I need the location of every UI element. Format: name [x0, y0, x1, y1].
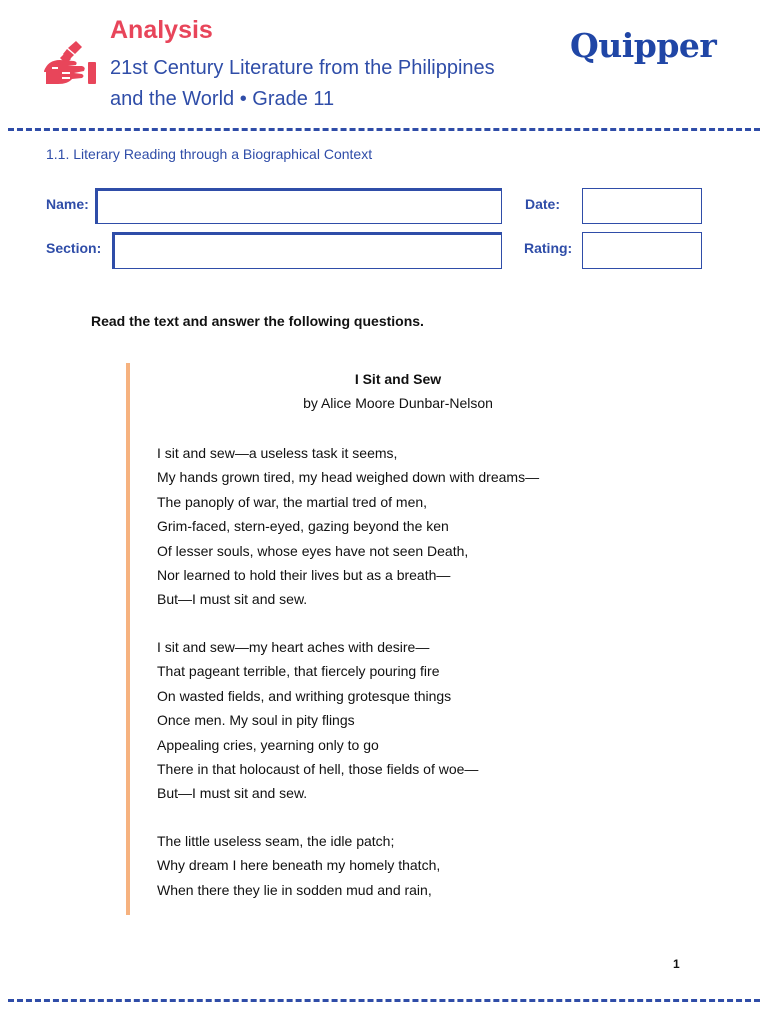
- date-field[interactable]: [582, 188, 702, 224]
- course-subtitle: [110, 53, 550, 115]
- header-divider: [8, 128, 760, 131]
- poem-title: I Sit and Sew: [354, 371, 442, 387]
- poem-line: When there they lie in sodden mud and rain,: [157, 881, 432, 898]
- course-subtitle-line-1: 21st Century Literature from the Philippines: [110, 57, 495, 79]
- quote-accent-bar: [126, 363, 130, 915]
- poem-line: There in that holocaust of hell, those fields of woe—: [157, 761, 479, 778]
- poem-line: Once men. My soul in pity flings: [157, 712, 355, 729]
- poem-line: That pageant terrible, that fiercely pouring fire: [157, 663, 440, 680]
- name-label: Name:: [46, 196, 89, 212]
- name-field[interactable]: [95, 188, 502, 224]
- rating-label: Rating:: [524, 240, 573, 256]
- date-label: Date:: [525, 196, 561, 212]
- poem-stanza-2: [157, 635, 677, 806]
- poem-line: My hands grown tired, my head weighed down with dreams—: [157, 469, 540, 486]
- poem-line: Of lesser souls, whose eyes have not seen Death,: [157, 542, 469, 559]
- section-kicker: Analysis: [110, 16, 213, 44]
- poem-stanza-3: [157, 829, 677, 902]
- writing-hand-icon: [38, 38, 98, 88]
- poem-line: Nor learned to hold their lives but as a breath—: [157, 567, 451, 584]
- poem-line: On wasted fields, and writhing grotesque things: [157, 687, 452, 704]
- poem-line: I sit and sew—a useless task it seems,: [157, 445, 398, 461]
- poem-line: Why dream I here beneath my homely thatch,: [157, 857, 441, 874]
- poem-line: But—I must sit and sew.: [157, 785, 308, 802]
- poem-line: But—I must sit and sew.: [157, 591, 308, 608]
- poem-stanza-1: [157, 441, 677, 612]
- poem-line: The panoply of war, the martial tred of men,: [157, 493, 428, 510]
- lesson-title: 1.1. Literary Reading through a Biographical Context: [46, 146, 373, 162]
- section-field[interactable]: [112, 232, 502, 269]
- course-subtitle-line-2: and the World • Grade 11: [110, 88, 335, 110]
- poem-author: by Alice Moore Dunbar-Nelson: [303, 395, 493, 411]
- poem-line: Appealing cries, yearning only to go: [157, 736, 379, 753]
- rating-field[interactable]: [582, 232, 702, 269]
- poem-line: Grim-faced, stern-eyed, gazing beyond the ken: [157, 518, 449, 535]
- poem-line: I sit and sew—my heart aches with desire—: [157, 639, 430, 655]
- section-label: Section:: [46, 240, 102, 256]
- footer-divider: [8, 999, 760, 1002]
- poem-line: The little useless seam, the idle patch;: [157, 833, 395, 849]
- brand-logo: Quipper: [570, 26, 717, 65]
- page-number: 1: [673, 957, 680, 971]
- instruction-text: Read the text and answer the following questions.: [91, 313, 424, 329]
